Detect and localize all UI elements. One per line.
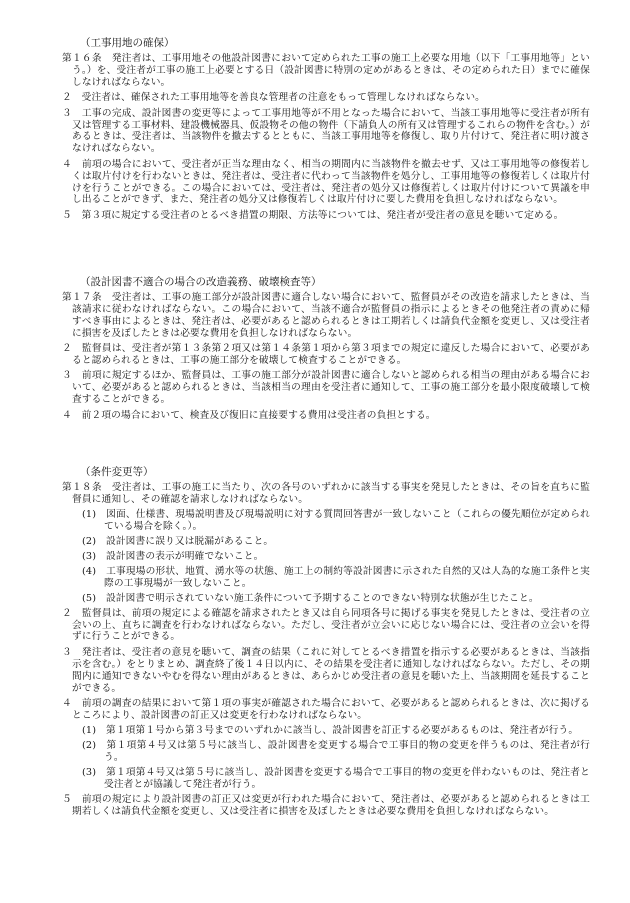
article-18	[62, 465, 590, 821]
article-17-para-4: ４ 前２項の場合において、検査及び復旧に直接要する費用は受注者の負担とする。	[62, 409, 436, 421]
article-16-para-1: 第１６条 発注者は、工事用地その他設計図書において定められた工事の施工上必要な用地（以下「工事用地等」という。）を、受注者が工事の施工上必要とする日（設計図書に特別の定めがあるときは、その定められた日）までに確保しなければならない。	[62, 53, 590, 88]
article-18-heading: （条件変更等）	[80, 466, 154, 478]
article-18-para-2: ２ 監督員は、前項の規定による確認を請求されたとき又は自ら同項各号に掲げる事実を発見したときは、受注者の立会いの上、直ちに調査を行わなければならない。ただし、受注者が立会いに応じない場合には、受注者の立会いを得ずに行うことができる。	[62, 607, 590, 643]
article-18-para-5: ５ 前項の規定により設計図書の訂正又は変更が行われた場合において、発注者は、必要があると認められるときは工期若しくは請負代金額を変更し、又は受注者に損害を及ぼしたときは必要な費用を負担しなければならない。	[62, 793, 590, 817]
article-16-para-3: ３ 工事の完成、設計図書の変更等によって工事用地等が不用となった場合において、当該工事用地等に受注者が所有又は管理する工事材料、建設機械器具、仮設物その他の物件（下請負人の所有又は管理するこれらの物件を含む。）があるときは、受注者は、当該物件を撤去するとともに、当該工事用地等を修復し、取り片付けて、発注者に明け渡さなければならない。	[62, 107, 590, 155]
article-16-para-2: ２ 受注者は、確保された工事用地等を善良な管理者の注意をもって管理しなければならない。	[62, 92, 486, 104]
article-18-para-4: ４ 前項の調査の結果において第１項の事実が確認された場合において、必要があると認められるときは、次に掲げるところにより、設計図書の訂正又は変更を行わなければならない。	[62, 698, 590, 721]
article-17-heading: （設計図書不適合の場合の改造義務、破壊検査等）	[80, 276, 322, 288]
article-18-para-4-item-1: (1) 第１項第１号から第３号までのいずれかに該当し、設計図書を訂正する必要があるものは、発注者が行う。	[82, 725, 579, 737]
article-18-para-1: 第１８条 受注者は、工事の施工に当たり、次の各号のいずれかに該当する事実を発見したときは、その旨を直ちに監督員に通知し、その確認を請求しなければならない。	[62, 482, 590, 505]
article-17-para-1: 第１７条 受注者は、工事の施工部分が設計図書に適合しない場合において、監督員がその改造を請求したときは、当該請求に従わなければならない。この場合において、当該不適合が監督員の指示によるときその他発注者の責めに帰すべき事由によるときは、発注者は、必要があると認められるときは工期若しくは請負代金額を変更し、又は受注者に損害を及ぼしたときは必要な費用を負担しなければならない。	[62, 292, 590, 339]
article-18-para-4-item-2: (2) 第１項第４号又は第５号に該当し、設計図書を変更する場合で工事目的物の変更を伴うものは、発注者が行う。	[82, 740, 590, 764]
article-18-para-3: ３ 発注者は、受注者の意見を聴いて、調査の結果（これに対してとるべき措置を指示する必要があるときは、当該指示を含む。）をとりまとめ、調査終了後１４日以内に、その結果を受注者に通知しなければならない。ただし、その期間内に通知できないやむを得ない理由があるときは、あらかじめ受注者の意見を聴いた上、当該期間を延長することができる。	[62, 646, 590, 694]
article-16-para-4: ４ 前項の場合において、受注者が正当な理由なく、相当の期間内に当該物件を撤去せず、又は工事用地等の修復若しくは取片付けを行わないときは、発注者は、受注者に代わって当該物件を処分し、工事用地等の修復若しくは取片付けを行うことができる。この場合においては、受注者は、発注者の処分又は修復若しくは取片付けについて異議を申し出ることができず、また、発注者の処分又は修復若しくは取片付けに要した費用を負担しなければならない。	[62, 158, 590, 206]
article-17	[62, 275, 590, 425]
article-16	[62, 36, 590, 225]
article-18-item-3: (3) 設計図書の表示が明確でないこと。	[82, 551, 264, 563]
article-18-para-4-item-3: (3) 第１項第４号又は第５号に該当し、設計図書を変更する場合で工事目的物の変更を伴わないものは、発注者と受注者とが協議して発注者が行う。	[82, 767, 590, 790]
article-18-item-5: (5) 設計図書で明示されていない施工条件について予期することのできない特別な状態が生じたこと。	[82, 592, 539, 604]
article-16-heading: （工事用地の確保）	[80, 37, 175, 49]
article-17-para-3: ３ 前項に規定するほか、監督員は、工事の施工部分が設計図書に適合しないと認められる相当の理由がある場合において、必要があると認められるときは、当該相当の理由を受注者に通知して、工事の施工部分を最小限度破壊して検査することができる。	[62, 370, 590, 406]
article-18-item-1: (1) 図面、仕様書、現場説明書及び現場説明に対する質問回答書が一致しないこと（これらの優先順位が定められている場合を除く。）。	[82, 509, 590, 533]
article-17-para-2: ２ 監督員は、受注者が第１３条第２項又は第１４条第１項から第３項までの規定に違反した場合において、必要があると認められるときは、工事の施工部分を破壊して検査することができる。	[62, 343, 590, 367]
article-18-item-2: (2) 設計図書に誤り又は脱漏があること。	[82, 536, 274, 548]
article-16-para-5: ５ 第３項に規定する受注者のとるべき措置の期限、方法等については、発注者が受注者の意見を聴いて定める。	[62, 209, 564, 221]
article-18-item-4: (4) 工事現場の形状、地質、湧水等の状態、施工上の制約等設計図書に示された自然的又は人為的な施工条件と実際の工事現場が一致しないこと。	[82, 565, 590, 589]
